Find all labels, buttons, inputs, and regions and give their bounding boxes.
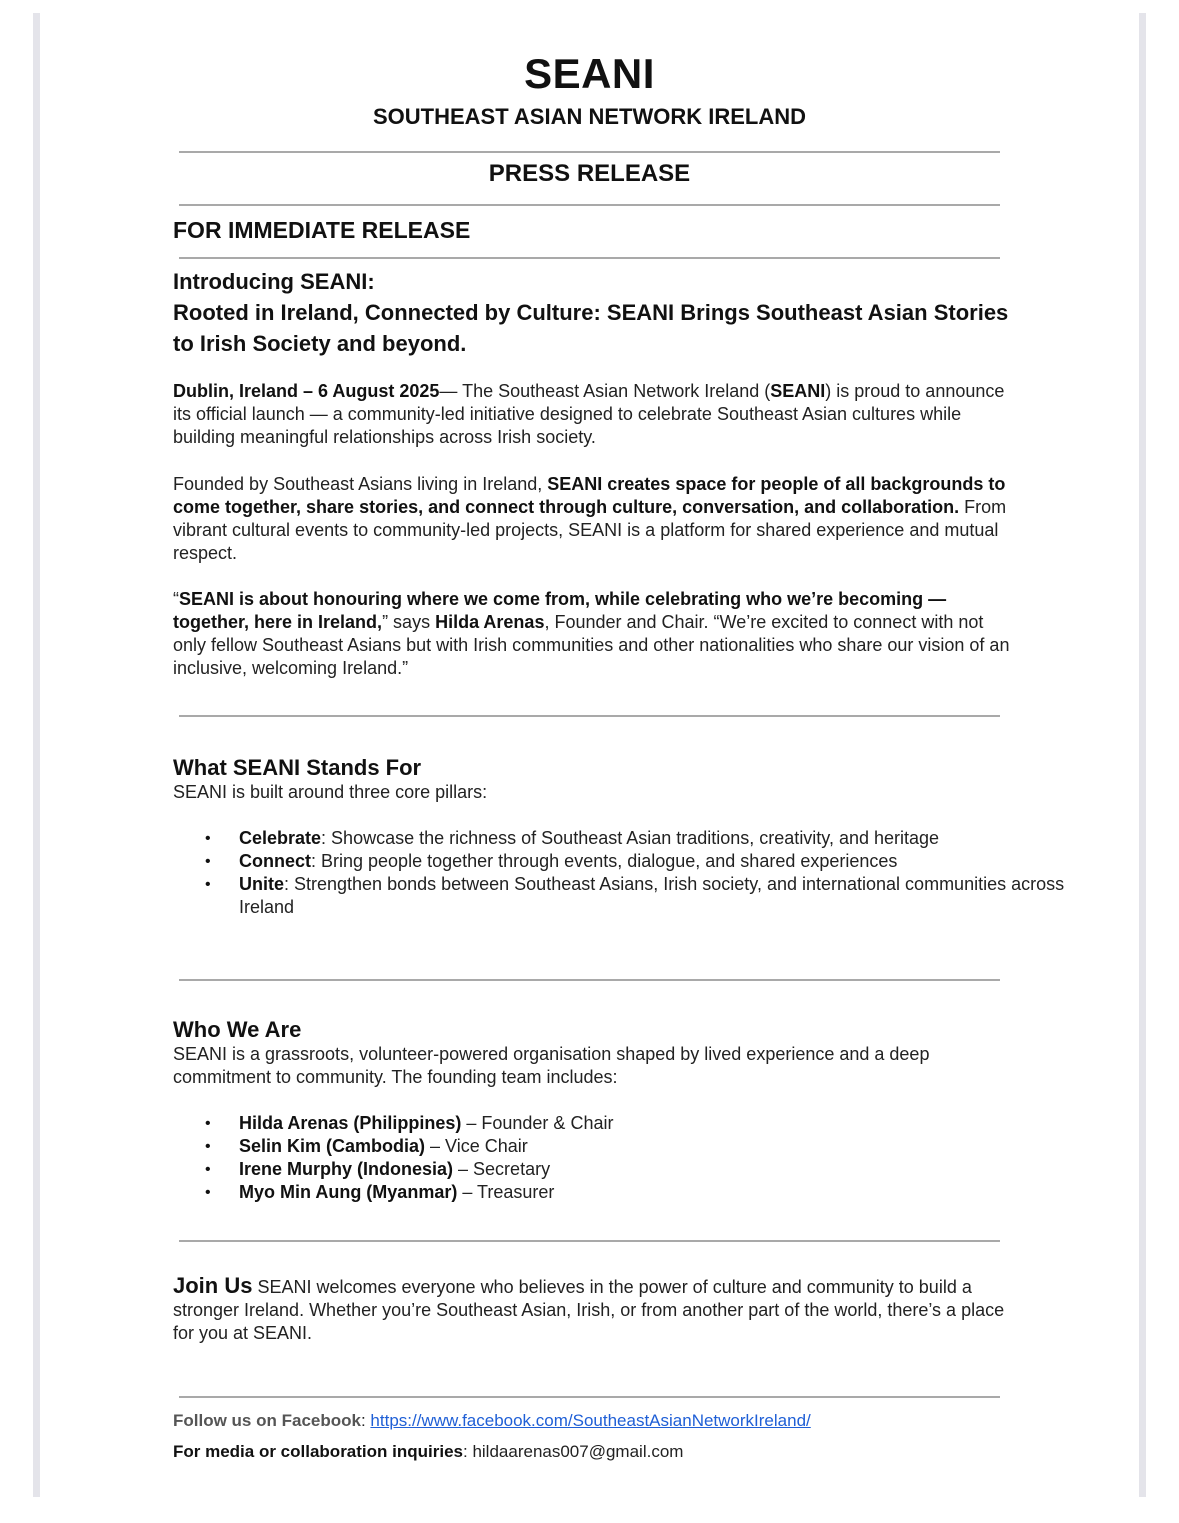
bullet-icon: • xyxy=(205,853,211,870)
release-note: FOR IMMEDIATE RELEASE xyxy=(173,217,471,243)
divider xyxy=(179,1396,1000,1398)
team-member-role: – Secretary xyxy=(453,1159,551,1179)
list-item xyxy=(205,1135,1079,1158)
quote-mark: “ xyxy=(173,589,179,609)
doc-type-heading: PRESS RELEASE xyxy=(488,160,691,187)
list-item xyxy=(205,1112,1079,1135)
media-contact-line xyxy=(173,1442,683,1462)
divider xyxy=(179,1240,1000,1242)
quote-rest: , Founder and Chair. “We’re excited to connect with not only fellow Southeast Asians but with Irish communities and other nationalities who share our vision of an inclusive, welcoming Ireland.” xyxy=(173,612,1010,678)
bullet-icon: • xyxy=(205,1161,211,1178)
headline-line2: Rooted in Ireland, Connected by Culture: SEANI Brings Southeast Asian Stories to Irish Society and beyond. xyxy=(173,300,1009,356)
divider xyxy=(179,257,1000,259)
founded-text: From vibrant cultural events to community-led projects, SEANI is a platform for shared experience and mutual respect. xyxy=(173,497,1007,563)
bullet-icon: • xyxy=(205,876,211,893)
headline xyxy=(173,266,1013,359)
pillar-desc: : Strengthen bonds between Southeast Asians, Irish society, and international communities across Ireland xyxy=(239,874,1065,917)
quote-bold: SEANI is about honouring where we come from, while celebrating who we’re becoming — together, here in Ireland, xyxy=(173,589,947,632)
founded-bold: SEANI creates space for people of all backgrounds to come together, share stories, and connect through culture, conversation, and collaboration. xyxy=(173,474,1006,517)
founded-paragraph xyxy=(173,473,1013,565)
founded-text: Founded by Southeast Asians living in Ireland, xyxy=(173,474,548,494)
bullet-icon: • xyxy=(205,1184,211,1201)
separator: : xyxy=(463,1442,473,1461)
bullet-icon: • xyxy=(205,1138,211,1155)
who-we-are-heading: Who We Are xyxy=(173,1017,302,1042)
brand-subtitle: SOUTHEAST ASIAN NETWORK IRELAND xyxy=(372,104,807,129)
facebook-label: Follow us on Facebook xyxy=(173,1411,361,1430)
team-member-role: – Founder & Chair xyxy=(461,1113,614,1133)
quote-speaker: Hilda Arenas xyxy=(435,612,545,632)
bullet-icon: • xyxy=(205,1115,211,1132)
team-member-role: – Treasurer xyxy=(457,1182,555,1202)
quote-says: ” says xyxy=(382,612,436,632)
list-item xyxy=(205,827,1079,850)
intro-text: — The Southeast Asian Network Ireland ( xyxy=(439,381,771,401)
team-member-name: Irene Murphy (Indonesia) xyxy=(239,1159,454,1179)
media-email: hildaarenas007@gmail.com xyxy=(472,1442,684,1461)
page-edge-left xyxy=(33,13,40,1497)
who-we-are-intro: SEANI is a grassroots, volunteer-powered organisation shaped by lived experience and a deep commitment to community. The founding team includes: xyxy=(173,1044,930,1087)
list-item xyxy=(205,1158,1079,1181)
team-member-name: Myo Min Aung (Myanmar) xyxy=(239,1182,458,1202)
join-text: SEANI welcomes everyone who believes in the power of culture and community to build a stronger Ireland. Whether you’re Southeast Asian, Irish, or from another part of the world, there’s a place for you at SEANI. xyxy=(173,1277,1005,1343)
pillar-term: Unite xyxy=(239,874,284,894)
team-member-role: – Vice Chair xyxy=(425,1136,528,1156)
list-item xyxy=(205,1181,1079,1204)
team-list xyxy=(173,1112,1079,1204)
separator: : xyxy=(360,1411,371,1430)
facebook-link[interactable]: https://www.facebook.com/SoutheastAsianNetworkIreland/ xyxy=(370,1411,811,1430)
divider xyxy=(179,204,1000,206)
pillar-desc: : Showcase the richness of Southeast Asian traditions, creativity, and heritage xyxy=(321,828,940,848)
quote-paragraph xyxy=(173,588,1013,680)
intro-paragraph xyxy=(173,380,1013,449)
bullet-icon: • xyxy=(205,830,211,847)
pillar-desc: : Bring people together through events, dialogue, and shared experiences xyxy=(311,851,898,871)
media-label: For media or collaboration inquiries xyxy=(173,1442,463,1461)
team-member-name: Selin Kim (Cambodia) xyxy=(239,1136,426,1156)
dateline: Dublin, Ireland – 6 August 2025 xyxy=(173,381,440,401)
pillar-term: Celebrate xyxy=(239,828,322,848)
join-paragraph xyxy=(173,1274,1013,1345)
list-item xyxy=(205,873,1079,919)
page-edge-right xyxy=(1139,13,1146,1497)
divider xyxy=(179,979,1000,981)
brand-title: SEANI xyxy=(524,50,655,97)
divider xyxy=(179,151,1000,153)
pillars-list xyxy=(173,827,1079,919)
team-member-name: Hilda Arenas (Philippines) xyxy=(239,1113,462,1133)
org-short-name: SEANI xyxy=(770,381,826,401)
facebook-line xyxy=(173,1411,811,1431)
list-item xyxy=(205,850,1079,873)
headline-line1: Introducing SEANI: xyxy=(173,269,375,294)
intro-text: ) is proud to announce its official launch — a community-led initiative designed to celebrate Southeast Asian cultures while building meaningful relationships across Irish society. xyxy=(173,381,1005,447)
join-heading: Join Us xyxy=(173,1273,253,1298)
pillar-term: Connect xyxy=(239,851,311,871)
divider xyxy=(179,715,1000,717)
stands-for-heading: What SEANI Stands For xyxy=(173,755,422,780)
stands-for-intro: SEANI is built around three core pillars: xyxy=(173,782,488,802)
